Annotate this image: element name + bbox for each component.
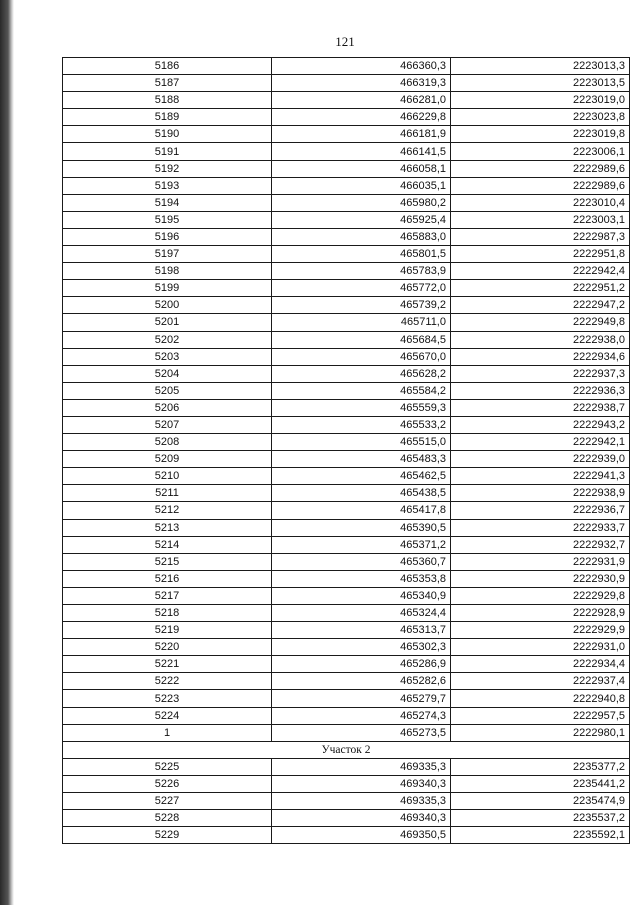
table-row	[63, 502, 630, 519]
point-number-cell: 5187	[63, 75, 272, 92]
table-row	[63, 92, 630, 109]
x-coordinate-cell: 465739,2	[272, 297, 451, 314]
point-number-cell: 5196	[63, 228, 272, 245]
y-coordinate-cell: 2222989,6	[451, 177, 630, 194]
point-number-cell: 5224	[63, 707, 272, 724]
y-coordinate-cell: 2235377,2	[451, 758, 630, 775]
y-coordinate-cell: 2222932,7	[451, 536, 630, 553]
table-row	[63, 605, 630, 622]
y-coordinate-cell: 2222936,3	[451, 382, 630, 399]
x-coordinate-cell: 469340,3	[272, 775, 451, 792]
table-row	[63, 382, 630, 399]
x-coordinate-cell: 465559,3	[272, 399, 451, 416]
table-row	[63, 724, 630, 741]
y-coordinate-cell: 2222957,5	[451, 707, 630, 724]
table-row	[63, 75, 630, 92]
y-coordinate-cell: 2222938,7	[451, 399, 630, 416]
x-coordinate-cell: 466229,8	[272, 109, 451, 126]
table-row	[63, 793, 630, 810]
x-coordinate-cell: 465883,0	[272, 228, 451, 245]
y-coordinate-cell: 2223013,3	[451, 58, 630, 75]
table-row	[63, 519, 630, 536]
point-number-cell: 5217	[63, 587, 272, 604]
table-row	[63, 143, 630, 160]
point-number-cell: 5204	[63, 365, 272, 382]
y-coordinate-cell: 2222929,9	[451, 622, 630, 639]
y-coordinate-cell: 2223013,5	[451, 75, 630, 92]
point-number-cell: 5206	[63, 399, 272, 416]
table-row	[63, 126, 630, 143]
x-coordinate-cell: 465684,5	[272, 331, 451, 348]
table-row	[63, 280, 630, 297]
y-coordinate-cell: 2222937,3	[451, 365, 630, 382]
point-number-cell: 5201	[63, 314, 272, 331]
table-row	[63, 622, 630, 639]
x-coordinate-cell: 465279,7	[272, 690, 451, 707]
x-coordinate-cell: 465670,0	[272, 348, 451, 365]
x-coordinate-cell: 465515,0	[272, 434, 451, 451]
x-coordinate-cell: 465340,9	[272, 587, 451, 604]
x-coordinate-cell: 465371,2	[272, 536, 451, 553]
table-row	[63, 416, 630, 433]
point-number-cell: 5191	[63, 143, 272, 160]
coordinates-table	[62, 57, 630, 844]
table-row	[63, 656, 630, 673]
y-coordinate-cell: 2222929,8	[451, 587, 630, 604]
point-number-cell: 5192	[63, 160, 272, 177]
point-number-cell: 5207	[63, 416, 272, 433]
y-coordinate-cell: 2222987,3	[451, 228, 630, 245]
point-number-cell: 5225	[63, 758, 272, 775]
x-coordinate-cell: 469340,3	[272, 810, 451, 827]
x-coordinate-cell: 465360,7	[272, 553, 451, 570]
table-row	[63, 553, 630, 570]
x-coordinate-cell: 465313,7	[272, 622, 451, 639]
x-coordinate-cell: 465628,2	[272, 365, 451, 382]
point-number-cell: 5195	[63, 211, 272, 228]
table-row	[63, 58, 630, 75]
y-coordinate-cell: 2222951,2	[451, 280, 630, 297]
x-coordinate-cell: 466319,3	[272, 75, 451, 92]
table-row	[63, 690, 630, 707]
y-coordinate-cell: 2222940,8	[451, 690, 630, 707]
x-coordinate-cell: 465584,2	[272, 382, 451, 399]
point-number-cell: 5223	[63, 690, 272, 707]
table-row	[63, 810, 630, 827]
table-row	[63, 399, 630, 416]
table-row	[63, 331, 630, 348]
table-row	[63, 365, 630, 382]
point-number-cell: 5212	[63, 502, 272, 519]
x-coordinate-cell: 465783,9	[272, 263, 451, 280]
y-coordinate-cell: 2223006,1	[451, 143, 630, 160]
x-coordinate-cell: 465772,0	[272, 280, 451, 297]
y-coordinate-cell: 2222943,2	[451, 416, 630, 433]
section-row	[63, 741, 630, 758]
point-number-cell: 5228	[63, 810, 272, 827]
y-coordinate-cell: 2222934,4	[451, 656, 630, 673]
x-coordinate-cell: 465302,3	[272, 639, 451, 656]
point-number-cell: 5188	[63, 92, 272, 109]
y-coordinate-cell: 2222951,8	[451, 246, 630, 263]
y-coordinate-cell: 2222989,6	[451, 160, 630, 177]
table-row	[63, 827, 630, 844]
point-number-cell: 5189	[63, 109, 272, 126]
coordinates-table-body	[63, 58, 630, 844]
point-number-cell: 5213	[63, 519, 272, 536]
point-number-cell: 5227	[63, 793, 272, 810]
x-coordinate-cell: 466058,1	[272, 160, 451, 177]
point-number-cell: 5186	[63, 58, 272, 75]
y-coordinate-cell: 2235537,2	[451, 810, 630, 827]
table-row	[63, 536, 630, 553]
table-row	[63, 314, 630, 331]
point-number-cell: 5205	[63, 382, 272, 399]
point-number-cell: 5197	[63, 246, 272, 263]
x-coordinate-cell: 466281,0	[272, 92, 451, 109]
y-coordinate-cell: 2222942,4	[451, 263, 630, 280]
y-coordinate-cell: 2222934,6	[451, 348, 630, 365]
point-number-cell: 5200	[63, 297, 272, 314]
x-coordinate-cell: 469335,3	[272, 793, 451, 810]
table-row	[63, 451, 630, 468]
point-number-cell: 5221	[63, 656, 272, 673]
point-number-cell: 5215	[63, 553, 272, 570]
point-number-cell: 5199	[63, 280, 272, 297]
x-coordinate-cell: 465286,9	[272, 656, 451, 673]
x-coordinate-cell: 465462,5	[272, 468, 451, 485]
y-coordinate-cell: 2222949,8	[451, 314, 630, 331]
point-number-cell: 5229	[63, 827, 272, 844]
x-coordinate-cell: 469350,5	[272, 827, 451, 844]
point-number-cell: 5202	[63, 331, 272, 348]
table-row	[63, 263, 630, 280]
x-coordinate-cell: 465274,3	[272, 707, 451, 724]
table-row	[63, 297, 630, 314]
table-row	[63, 109, 630, 126]
x-coordinate-cell: 465390,5	[272, 519, 451, 536]
y-coordinate-cell: 2222928,9	[451, 605, 630, 622]
y-coordinate-cell: 2235441,2	[451, 775, 630, 792]
table-row	[63, 246, 630, 263]
y-coordinate-cell: 2235474,9	[451, 793, 630, 810]
table-row	[63, 211, 630, 228]
y-coordinate-cell: 2223010,4	[451, 194, 630, 211]
point-number-cell: 5209	[63, 451, 272, 468]
x-coordinate-cell: 465711,0	[272, 314, 451, 331]
x-coordinate-cell: 465483,3	[272, 451, 451, 468]
table-row	[63, 160, 630, 177]
point-number-cell: 5193	[63, 177, 272, 194]
y-coordinate-cell: 2222931,9	[451, 553, 630, 570]
binding-edge-shadow	[0, 0, 14, 905]
x-coordinate-cell: 465282,6	[272, 673, 451, 690]
y-coordinate-cell: 2235592,1	[451, 827, 630, 844]
table-row	[63, 177, 630, 194]
y-coordinate-cell: 2222980,1	[451, 724, 630, 741]
x-coordinate-cell: 465801,5	[272, 246, 451, 263]
x-coordinate-cell: 465925,4	[272, 211, 451, 228]
table-row	[63, 587, 630, 604]
point-number-cell: 5203	[63, 348, 272, 365]
table-row	[63, 434, 630, 451]
point-number-cell: 5194	[63, 194, 272, 211]
table-row	[63, 228, 630, 245]
page-number: 121	[335, 34, 355, 49]
point-number-cell: 5211	[63, 485, 272, 502]
x-coordinate-cell: 465980,2	[272, 194, 451, 211]
point-number-cell: 1	[63, 724, 272, 741]
y-coordinate-cell: 2222947,2	[451, 297, 630, 314]
y-coordinate-cell: 2222936,7	[451, 502, 630, 519]
y-coordinate-cell: 2222937,4	[451, 673, 630, 690]
x-coordinate-cell: 466035,1	[272, 177, 451, 194]
point-number-cell: 5218	[63, 605, 272, 622]
x-coordinate-cell: 469335,3	[272, 758, 451, 775]
point-number-cell: 5220	[63, 639, 272, 656]
y-coordinate-cell: 2222931,0	[451, 639, 630, 656]
table-row	[63, 758, 630, 775]
y-coordinate-cell: 2222941,3	[451, 468, 630, 485]
point-number-cell: 5216	[63, 570, 272, 587]
point-number-cell: 5222	[63, 673, 272, 690]
table-row	[63, 775, 630, 792]
point-number-cell: 5198	[63, 263, 272, 280]
x-coordinate-cell: 465533,2	[272, 416, 451, 433]
table-row	[63, 673, 630, 690]
x-coordinate-cell: 465417,8	[272, 502, 451, 519]
x-coordinate-cell: 466181,9	[272, 126, 451, 143]
table-row	[63, 485, 630, 502]
y-coordinate-cell: 2222938,9	[451, 485, 630, 502]
table-row	[63, 468, 630, 485]
point-number-cell: 5210	[63, 468, 272, 485]
table-row	[63, 639, 630, 656]
y-coordinate-cell: 2222942,1	[451, 434, 630, 451]
point-number-cell: 5219	[63, 622, 272, 639]
section-label: Участок 2	[63, 741, 630, 758]
y-coordinate-cell: 2223023,8	[451, 109, 630, 126]
y-coordinate-cell: 2222938,0	[451, 331, 630, 348]
x-coordinate-cell: 465438,5	[272, 485, 451, 502]
x-coordinate-cell: 466360,3	[272, 58, 451, 75]
y-coordinate-cell: 2222939,0	[451, 451, 630, 468]
point-number-cell: 5214	[63, 536, 272, 553]
y-coordinate-cell: 2223019,8	[451, 126, 630, 143]
point-number-cell: 5208	[63, 434, 272, 451]
point-number-cell: 5226	[63, 775, 272, 792]
table-row	[63, 570, 630, 587]
y-coordinate-cell: 2222930,9	[451, 570, 630, 587]
x-coordinate-cell: 465273,5	[272, 724, 451, 741]
point-number-cell: 5190	[63, 126, 272, 143]
table-row	[63, 194, 630, 211]
y-coordinate-cell: 2223019,0	[451, 92, 630, 109]
table-row	[63, 348, 630, 365]
x-coordinate-cell: 465353,8	[272, 570, 451, 587]
x-coordinate-cell: 466141,5	[272, 143, 451, 160]
y-coordinate-cell: 2223003,1	[451, 211, 630, 228]
y-coordinate-cell: 2222933,7	[451, 519, 630, 536]
x-coordinate-cell: 465324,4	[272, 605, 451, 622]
table-row	[63, 707, 630, 724]
